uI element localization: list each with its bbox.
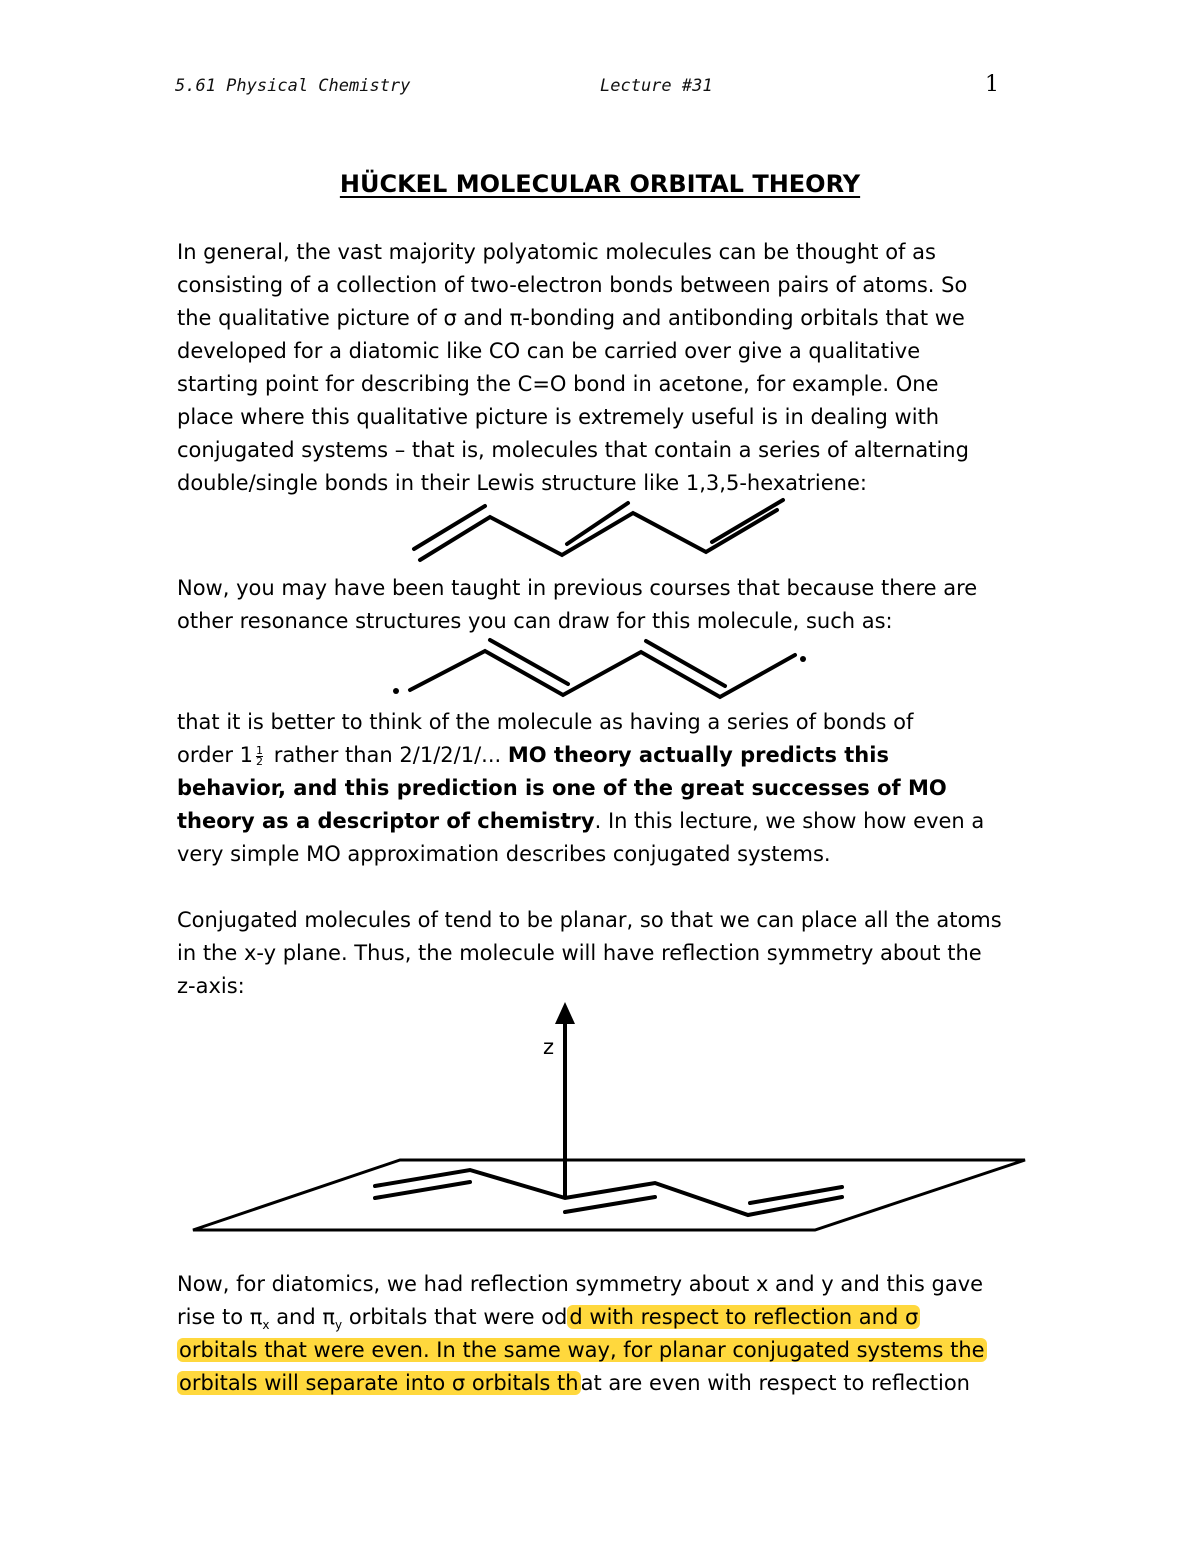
bold-text: behavior, and this prediction is one of the great successes of MO — [177, 776, 947, 800]
highlighted-text: orbitals that were even. In the same way, for planar conjugated systems the — [179, 1338, 985, 1362]
text-line — [177, 1301, 1057, 1334]
header-lecture: Lecture #31 — [600, 76, 713, 96]
header-course: 5.61 Physical Chemistry — [175, 76, 411, 96]
text-span: at are even with respect to reflection — [580, 1371, 970, 1395]
text-span: . In this lecture, we show how even a — [594, 809, 985, 833]
text-line: Now, for diatomics, we had reflection symmetry about x and y and this gave — [177, 1272, 984, 1296]
text-line: very simple MO approximation describes conjugated systems. — [177, 842, 831, 866]
text-line — [177, 1367, 1057, 1400]
frac-numerator: 1 — [256, 743, 264, 757]
text-line: place where this qualitative picture is extremely useful is in dealing with — [177, 405, 940, 429]
text-line — [177, 739, 1057, 772]
highlighted-text: d with respect to reflection and σ — [569, 1305, 919, 1329]
plane-diagram — [193, 1160, 1025, 1230]
text-line — [177, 1334, 1057, 1367]
frac-denominator: 2 — [256, 754, 264, 768]
subscript: x — [262, 1318, 270, 1333]
paragraph-resonance — [177, 572, 1057, 638]
text-line — [177, 805, 1057, 838]
text-line: consisting of a collection of two-electron bonds between pairs of atoms. So — [177, 273, 968, 297]
text-span: rise to π — [177, 1305, 263, 1329]
hexatriene-structure — [414, 500, 783, 560]
text-line: that it is better to think of the molecule as having a series of bonds of — [177, 710, 914, 734]
text-line: double/single bonds in their Lewis structure like 1,3,5-hexatriene: — [177, 471, 867, 495]
text-line — [177, 772, 1057, 805]
subscript: y — [335, 1318, 343, 1333]
text-line: Conjugated molecules of tend to be planar, so that we can place all the atoms — [177, 908, 1002, 932]
text-line: other resonance structures you can draw for this molecule, such as: — [177, 609, 893, 633]
bold-text: MO theory actually predicts this — [507, 743, 889, 767]
text-line: in the x-y plane. Thus, the molecule will have reflection symmetry about the — [177, 941, 982, 965]
text-line: In general, the vast majority polyatomic molecules can be thought of as — [177, 240, 936, 264]
text-span: and π — [269, 1305, 336, 1329]
paragraph-symmetry — [177, 1268, 1057, 1400]
text-line: starting point for describing the C=O bond in acetone, for example. One — [177, 372, 939, 396]
text-line: the qualitative picture of σ and π-bonding and antibonding orbitals that we — [177, 306, 965, 330]
paragraph-planar — [177, 904, 1057, 1003]
paragraph-mo-theory — [177, 706, 1057, 871]
text-line: developed for a diatomic like CO can be carried over give a qualitative — [177, 339, 921, 363]
z-axis-arrow — [555, 1002, 575, 1196]
text-span: order 1 — [177, 743, 254, 767]
fraction-one-half — [256, 743, 264, 768]
bold-text: theory as a descriptor of chemistry — [177, 809, 595, 833]
text-line: conjugated systems – that is, molecules that contain a series of alternating — [177, 438, 969, 462]
page-title: HÜCKEL MOLECULAR ORBITAL THEORY — [339, 170, 861, 198]
text-span: rather than 2/1/2/1/... — [267, 743, 508, 767]
page-number: 1 — [985, 72, 999, 97]
highlighted-text: orbitals will separate into σ orbitals th — [179, 1371, 579, 1395]
radical-dot-left — [393, 688, 399, 694]
resonance-structure — [410, 640, 795, 697]
z-axis-label: z — [543, 1035, 555, 1059]
text-span: orbitals that were od — [342, 1305, 568, 1329]
text-line: z-axis: — [177, 974, 245, 998]
text-line: Now, you may have been taught in previous courses that because there are — [177, 576, 978, 600]
radical-dot-right — [800, 656, 806, 662]
planar-hexatriene — [375, 1170, 842, 1215]
